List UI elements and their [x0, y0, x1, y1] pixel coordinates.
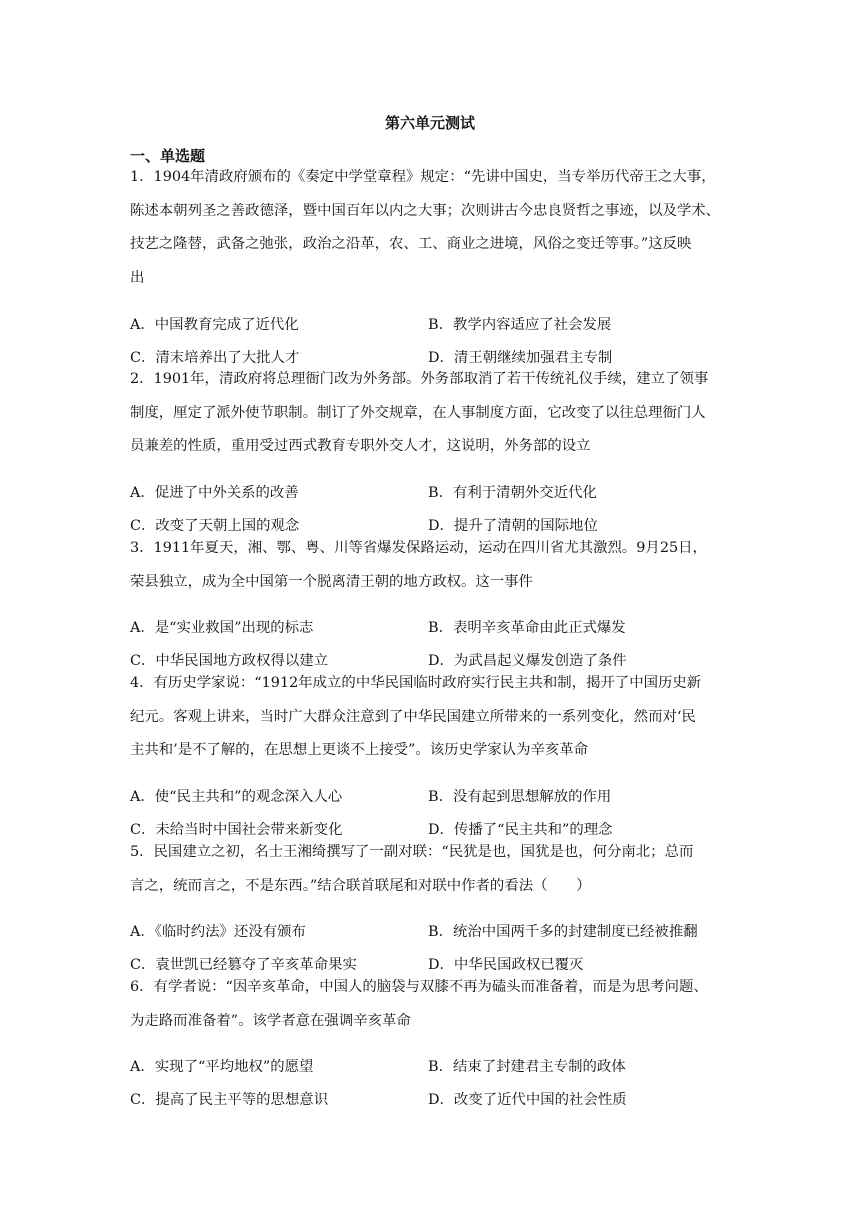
question-1-option-b: B．教学内容适应了社会发展	[428, 317, 612, 333]
question-3-option-d: D．为武昌起义爆发创造了条件	[428, 653, 627, 669]
question-4-option-a: A．使“民主共和”的观念深入人心	[130, 789, 343, 805]
question-5-option-d: D．中华民国政权已覆灭	[428, 957, 584, 973]
question-text-line: 陈述本朝列圣之善政德泽，暨中国百年以内之大事；次则讲古今忠良贤哲之事迹，以及学术、	[130, 202, 721, 219]
question-1-option-d: D．清王朝继续加强君主专制	[428, 350, 613, 366]
question-6-option-b: B．结束了封建君主专制的政体	[428, 1059, 626, 1075]
question-text-line: 主共和’是不了解的，在思想上更谈不上接受”。该历史学家认为辛亥革命	[130, 742, 589, 758]
question-2-stem	[130, 363, 730, 464]
question-3-option-c: C．中华民国地方政权得以建立	[130, 653, 329, 669]
question-text-line: 1．1904年清政府颁布的《奏定中学堂章程》规定：“先讲中国史，当专举历代帝王之大事，	[130, 169, 716, 185]
question-text-line: 5．民国建立之初，名士王湘绮撰写了一副对联：“民犹是也，国犹是也，何分南北；总而	[130, 844, 694, 860]
question-2-option-c: C．改变了天朝上国的观念	[130, 518, 300, 534]
page-title: 第六单元测试	[384, 114, 475, 132]
question-5-option-a: A．《临时约法》还没有颁布	[130, 924, 306, 940]
question-3-option-b: B．表明辛亥革命由此正式爆发	[428, 620, 626, 636]
question-6-option-d: D．改变了近代中国的社会性质	[428, 1092, 627, 1108]
question-4-option-d: D．传播了“民主共和”的理念	[428, 822, 613, 838]
section-heading: 一、单选题	[130, 147, 206, 165]
question-5-option-b: B．统治中国两千多的封建制度已经被推翻	[428, 924, 698, 940]
question-text-line: 为走路而准备着”。该学者意在强调辛亥革命	[130, 1012, 411, 1029]
question-1-option-a: A．中国教育完成了近代化	[130, 317, 299, 333]
question-3-stem	[130, 532, 730, 599]
question-5-stem	[130, 836, 730, 903]
question-1-option-c: C．清末培养出了大批人才	[130, 350, 300, 366]
question-3-option-a: A．是“实业救国”出现的标志	[130, 620, 314, 636]
question-6-option-a: A．实现了“平均地权”的愿望	[130, 1059, 314, 1075]
question-1-stem	[130, 161, 730, 295]
question-5-option-c: C．袁世凯已经篡夺了辛亥革命果实	[130, 957, 357, 973]
question-text-line: 2．1901年，清政府将总理衙门改为外务部。外务部取消了若干传统礼仪手续，建立了领事	[130, 371, 709, 387]
question-text-line: 制度，厘定了派外使节职制。制订了外交规章，在人事制度方面，它改变了以往总理衙门人	[130, 404, 706, 421]
question-text-line: 言之，统而言之，不是东西。”结合联首联尾和对联中作者的看法（ ）	[130, 877, 591, 894]
question-2-option-a: A．促进了中外关系的改善	[130, 485, 299, 501]
question-4-stem	[130, 667, 730, 768]
question-4-option-c: C．未给当时中国社会带来新变化	[130, 822, 343, 838]
question-4-option-b: B．没有起到思想解放的作用	[428, 789, 612, 805]
question-2-option-b: B．有利于清朝外交近代化	[428, 485, 597, 501]
question-text-line: 4．有历史学家说：“1912年成立的中华民国临时政府实行民主共和制，揭开了中国历史新	[130, 675, 702, 691]
question-6-stem	[130, 971, 730, 1038]
question-text-line: 出	[130, 269, 145, 286]
question-text-line: 3．1911年夏天，湘、鄂、粤、川等省爆发保路运动，运动在四川省尤其激烈。9月25日，	[130, 540, 707, 556]
question-text-line: 6．有学者说：“因辛亥革命，中国人的脑袋与双膝不再为磕头而准备着，而是为思考问题、	[130, 979, 708, 995]
question-2-option-d: D．提升了清朝的国际地位	[428, 518, 598, 534]
question-text-line: 技艺之隆替，武备之弛张，政治之沿革，农、工、商业之进境，风俗之变迁等事。”这反映	[130, 236, 692, 252]
question-6-option-c: C．提高了民主平等的思想意识	[130, 1092, 329, 1108]
question-text-line: 员兼差的性质，重用受过西式教育专职外交人才，这说明，外务部的设立	[130, 438, 591, 454]
question-text-line: 荣县独立，成为全中国第一个脱离清王朝的地方政权。这一事件	[130, 573, 533, 590]
question-text-line: 纪元。客观上讲来，当时广大群众注意到了中华民国建立所带来的一系列变化，然而对‘民	[130, 708, 696, 725]
